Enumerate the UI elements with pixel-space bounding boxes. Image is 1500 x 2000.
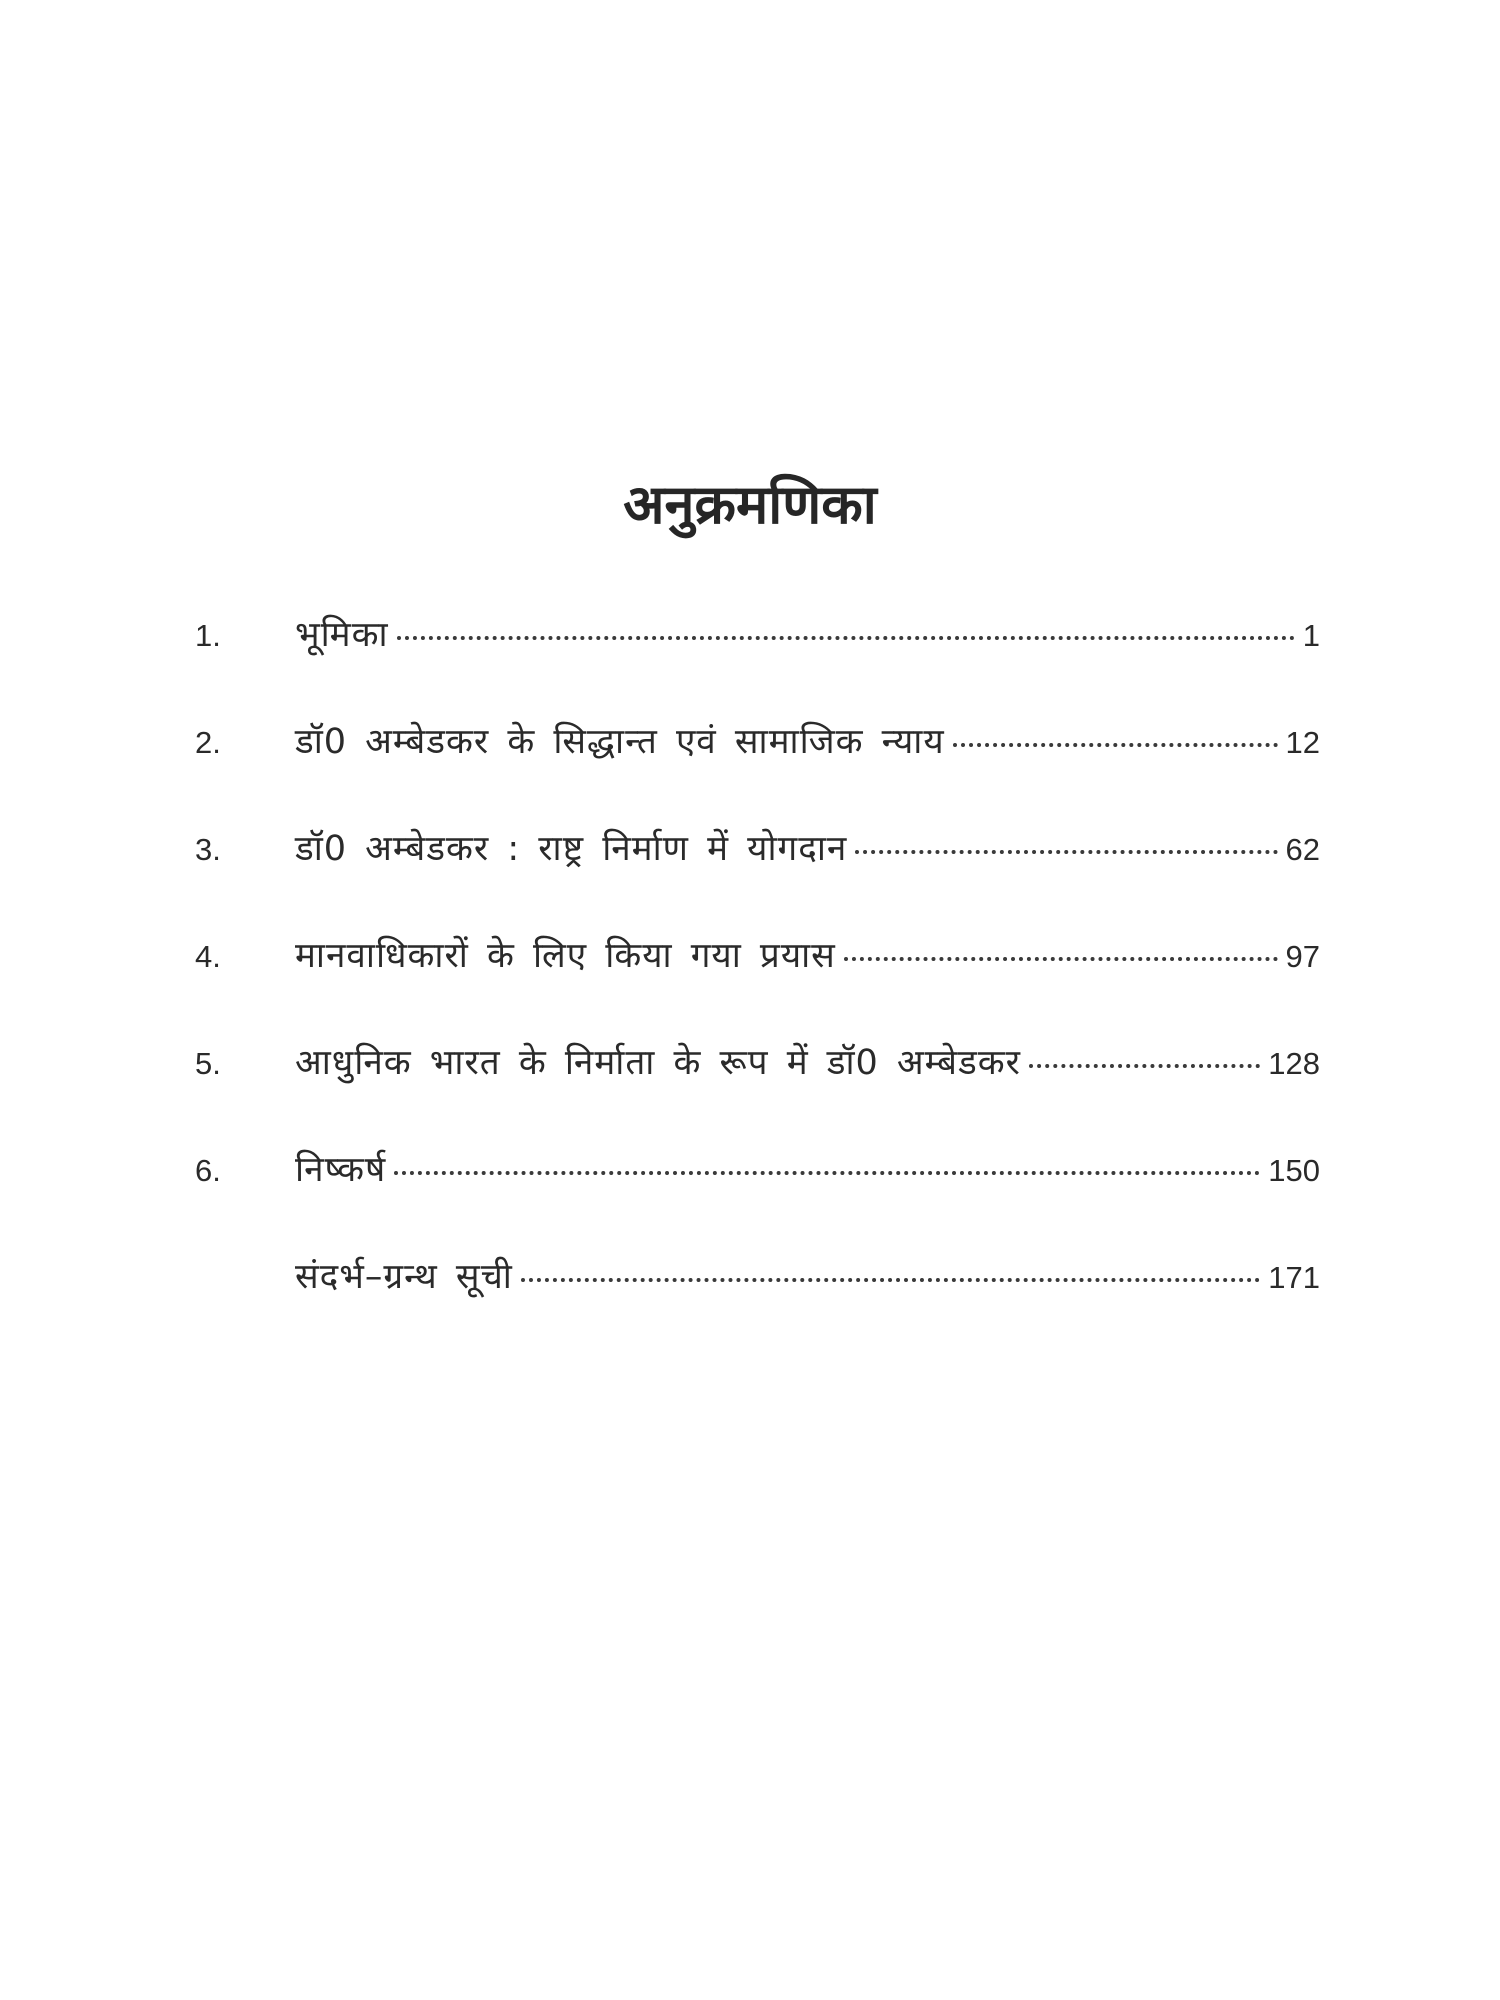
dot-leader xyxy=(953,743,1278,747)
toc-entry-page: 97 xyxy=(1285,939,1320,974)
toc-entry-6 xyxy=(195,1140,1320,1247)
toc-entry-label: निष्कर्ष xyxy=(295,1150,387,1190)
toc-entry-number: 3. xyxy=(195,832,221,867)
dot-leader xyxy=(1029,1064,1260,1068)
toc-entry-label: भूमिका xyxy=(295,615,389,655)
toc-entry-number: 1. xyxy=(195,618,221,653)
page-title: अनुक्रमणिका xyxy=(623,473,877,536)
dot-leader xyxy=(521,1278,1260,1282)
toc-entry-number: 6. xyxy=(195,1153,221,1188)
toc-entry-label: आधुनिक भारत के निर्माता के रूप में डॉ0 अम्बेडकर xyxy=(295,1043,1021,1083)
toc-entry-2 xyxy=(195,712,1320,819)
toc-entry-4 xyxy=(195,926,1320,1033)
dot-leader xyxy=(397,636,1295,640)
toc-entry-1 xyxy=(195,605,1320,712)
dot-leader xyxy=(394,1171,1260,1175)
toc-entry-number: 5. xyxy=(195,1046,221,1081)
toc-entry-number: 2. xyxy=(195,725,221,760)
dot-leader xyxy=(855,850,1277,854)
toc-entry-5 xyxy=(195,1033,1320,1140)
toc-entry-page: 12 xyxy=(1285,725,1320,760)
toc-entry-3 xyxy=(195,819,1320,926)
toc-entry-label: मानवाधिकारों के लिए किया गया प्रयास xyxy=(295,936,836,976)
toc-entry-page: 128 xyxy=(1268,1046,1320,1081)
table-of-contents xyxy=(195,605,1320,1354)
toc-entry-page: 1 xyxy=(1302,618,1320,653)
toc-entry-page: 171 xyxy=(1268,1260,1320,1295)
toc-entry-label: डॉ0 अम्बेडकर के सिद्धान्त एवं सामाजिक न्याय xyxy=(295,722,945,762)
toc-entry-number: 4. xyxy=(195,939,221,974)
toc-entry-page: 62 xyxy=(1285,832,1320,867)
dot-leader xyxy=(844,957,1278,961)
toc-entry-label: डॉ0 अम्बेडकर : राष्ट्र निर्माण में योगदान xyxy=(295,829,848,869)
toc-entry-label: संदर्भ–ग्रन्थ सूची xyxy=(295,1257,513,1297)
toc-entry-bibliography xyxy=(195,1247,1320,1354)
toc-entry-page: 150 xyxy=(1268,1153,1320,1188)
